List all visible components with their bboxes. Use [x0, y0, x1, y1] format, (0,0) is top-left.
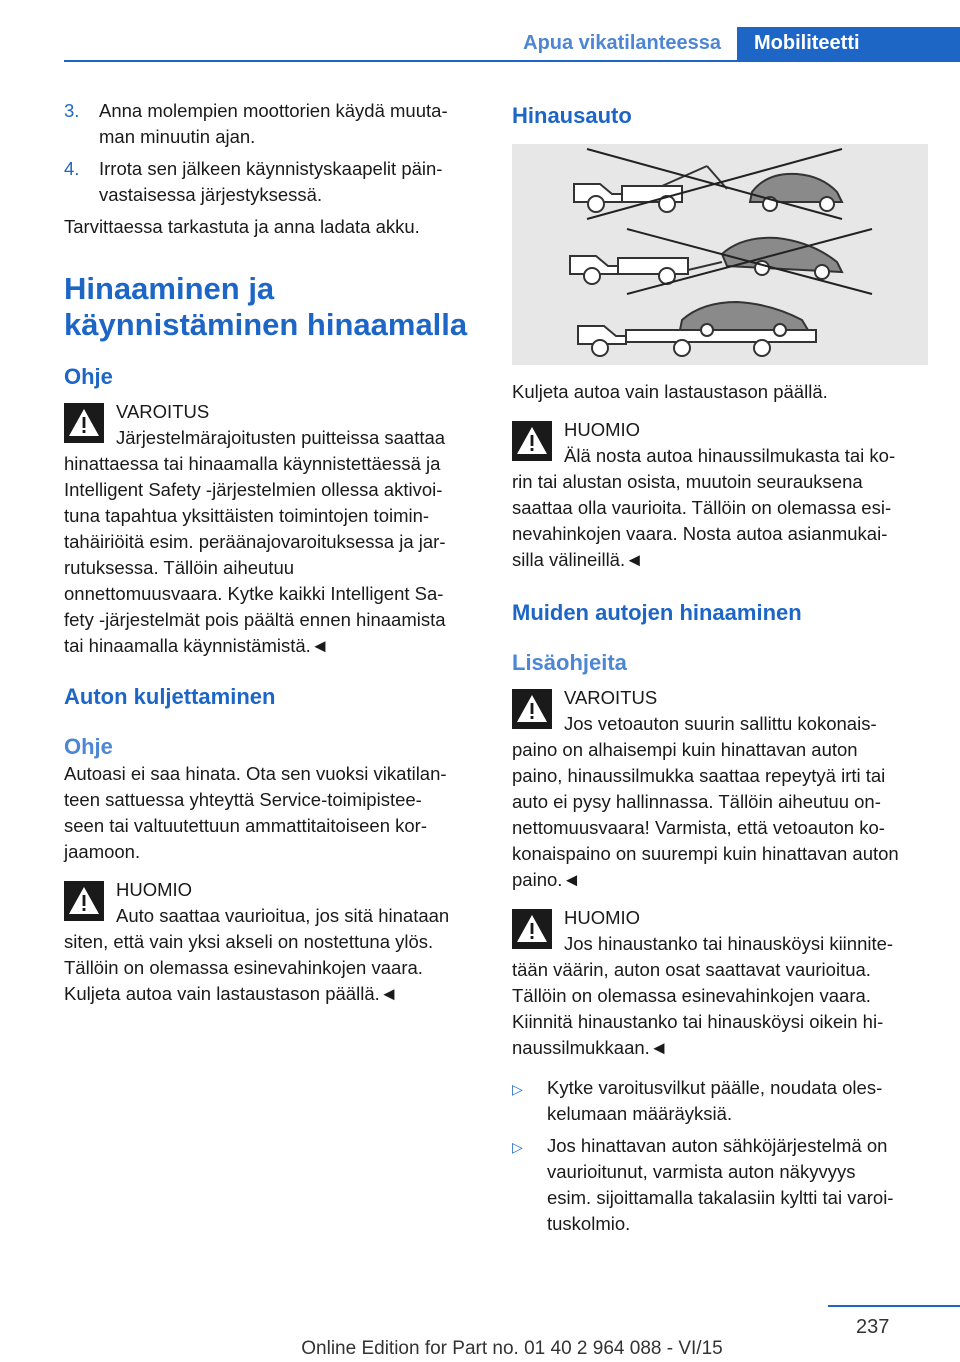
- notice-text: siten, että vain yksi akseli on nostettuna ylös.: [64, 931, 434, 952]
- warning-text: nettomuusvaara! Varmista, että vetoauton ko-: [512, 817, 885, 838]
- section-title: [64, 271, 478, 343]
- paragraph-line: teen sattuessa yhteyttä Service-toimipistee-: [64, 789, 422, 810]
- warning-box: [64, 399, 478, 659]
- car-icon: [680, 302, 808, 336]
- subsection-title: Lisäohjeita: [512, 650, 627, 675]
- paragraph-line: Autoasi ei saa hinata. Ota sen vuoksi vikatilan-: [64, 763, 447, 784]
- page-number: 237: [856, 1316, 890, 1338]
- paragraph-line: jaamoon.: [64, 841, 141, 862]
- tow-truck-icon: [570, 256, 722, 284]
- warning-text: tuna tapahtua yksittäisten toimintojen toimin-: [64, 505, 430, 526]
- step-text: Anna molempien moottorien käydä muuta-: [99, 100, 448, 121]
- step-text: Irrota sen jälkeen käynnistyskaapelit päin-: [99, 158, 443, 179]
- bullet-text: kelumaan määräyksiä.: [547, 1103, 733, 1124]
- header-rule: [64, 60, 960, 62]
- notice-text: Älä nosta autoa hinaussilmukasta tai ko-: [564, 445, 896, 466]
- notice-text: Tällöin on olemassa esinevahinkojen vaara.: [64, 957, 423, 978]
- warning-text: paino.◄: [512, 869, 581, 890]
- warning-text: fety -järjestelmät pois päältä ennen hinaamista: [64, 609, 446, 630]
- notice-text: Kiinnitä hinaustanko tai hinausköysi oikein hi-: [512, 1011, 884, 1032]
- tow-truck-diagram: [512, 144, 928, 365]
- left-column: [64, 98, 478, 1007]
- notice-text: nevahinkojen vaara. Nosta autoa asianmukai-: [512, 523, 888, 544]
- notice-label: HUOMIO: [564, 419, 641, 440]
- tow-truck-heading: Hinausauto: [512, 103, 632, 128]
- warning-text: konaispaino on suurempi kuin hinattavan auton: [512, 843, 899, 864]
- section-tab[interactable]: Apua vikatilanteessa: [523, 32, 721, 54]
- wrecker-truck-icon: [574, 166, 727, 212]
- battery-note: Tarvittaessa tarkastuta ja anna ladata akku.: [64, 216, 420, 237]
- bullet-item: [512, 1075, 928, 1127]
- warning-text: hinattaessa tai hinaamalla käynnistettäessä ja: [64, 453, 441, 474]
- notice-label: HUOMIO: [564, 907, 641, 928]
- notice-text: Tällöin on olemassa esinevahinkojen vaara.: [512, 985, 871, 1006]
- step-number: 4.: [64, 158, 80, 179]
- warning-text: tahäiriöitä esim. peräänajovaroituksessa ja jar-: [64, 531, 446, 552]
- step-text: vastaisessa järjestyksessä.: [99, 184, 323, 205]
- step-3: [64, 98, 478, 150]
- section-title-line: Hinaaminen ja: [64, 271, 275, 306]
- warning-icon: [512, 689, 552, 729]
- step-number: 3.: [64, 100, 80, 121]
- warning-text: auto ei pysy hallinnassa. Tällöin aiheutuu on-: [512, 791, 881, 812]
- warning-text: paino, hinaussilmukka saattaa repeytyä irti tai: [512, 765, 886, 786]
- chapter-tab[interactable]: Mobiliteetti: [737, 27, 960, 62]
- warning-text: Järjestelmärajoitusten puitteissa saattaa: [116, 427, 446, 448]
- warning-text: Intelligent Safety -järjestelmien ollessa aktivoi-: [64, 479, 443, 500]
- right-column: [512, 98, 928, 1237]
- warning-icon: [64, 403, 104, 443]
- edition-footer: Online Edition for Part no. 01 40 2 964 088 - VI/15: [301, 1338, 723, 1359]
- warning-icon: [64, 881, 104, 921]
- tow-truck-illustration: [512, 144, 928, 365]
- bullet-item: [512, 1133, 928, 1237]
- section-title-line: käynnistäminen hinaamalla: [64, 307, 468, 342]
- bullet-marker-icon: ▷: [512, 1081, 523, 1097]
- warning-text: paino on alhaisempi kuin hinattavan auton: [512, 739, 858, 760]
- transport-paragraph: [64, 761, 478, 865]
- bullet-text: Jos hinattavan auton sähköjärjestelmä on: [547, 1135, 888, 1156]
- warning-text: Jos vetoauton suurin sallittu kokonais-: [564, 713, 877, 734]
- notice-text: Auto saattaa vaurioitua, jos sitä hinataan: [116, 905, 450, 926]
- section-title: Muiden autojen hinaaminen: [512, 600, 802, 625]
- paragraph-line: seen tai valtuutettuun ammattitaitoiseen kor-: [64, 815, 427, 836]
- bullet-text: esim. sijoittamalla takalasiin kyltti tai varoi-: [547, 1187, 894, 1208]
- notice-text: rin tai alustan osista, muutoin seurauksena: [512, 471, 863, 492]
- notice-text: Jos hinaustanko tai hinausköysi kiinnite-: [564, 933, 894, 954]
- ohje-heading: Ohje: [64, 364, 113, 389]
- notice-text: naussilmukkaan.◄: [512, 1037, 669, 1058]
- bullet-text: Kytke varoitusvilkut päälle, noudata oles-: [547, 1077, 883, 1098]
- bullet-marker-icon: ▷: [512, 1139, 523, 1155]
- warning-label: VAROITUS: [116, 401, 210, 422]
- ohje-heading: Ohje: [64, 734, 113, 759]
- step-4: [64, 156, 478, 208]
- notice-text: tään väärin, auton osat saattavat vaurioitua.: [512, 959, 871, 980]
- page-header: [0, 0, 960, 62]
- warning-box: [512, 685, 928, 893]
- warning-label: VAROITUS: [564, 687, 658, 708]
- footer-rule: [828, 1305, 960, 1307]
- step-text: man minuutin ajan.: [99, 126, 256, 147]
- notice-box: [512, 417, 928, 573]
- bullet-text: tuskolmio.: [547, 1213, 631, 1234]
- warning-text: rutuksessa. Tällöin aiheutuu: [64, 557, 295, 578]
- notice-box: [64, 877, 478, 1007]
- notice-label: HUOMIO: [116, 879, 193, 900]
- figure-caption: Kuljeta autoa vain lastaustason päällä.: [512, 381, 828, 402]
- notice-text: saattaa olla vaurioita. Tällöin on olemassa esi-: [512, 497, 892, 518]
- warning-text: onnettomuusvaara. Kytke kaikki Intelligent Sa-: [64, 583, 444, 604]
- notice-box: [512, 905, 928, 1061]
- notice-text: Kuljeta autoa vain lastaustason päällä.◄: [64, 983, 399, 1004]
- notice-text: silla välineillä.◄: [512, 549, 644, 570]
- warning-text: tai hinaamalla käynnistämistä.◄: [64, 635, 330, 656]
- warning-icon: [512, 421, 552, 461]
- subsection-title: Auton kuljettaminen: [64, 684, 276, 709]
- bullet-text: vaurioitunut, varmista auton näkyvyys: [547, 1161, 856, 1182]
- warning-icon: [512, 909, 552, 949]
